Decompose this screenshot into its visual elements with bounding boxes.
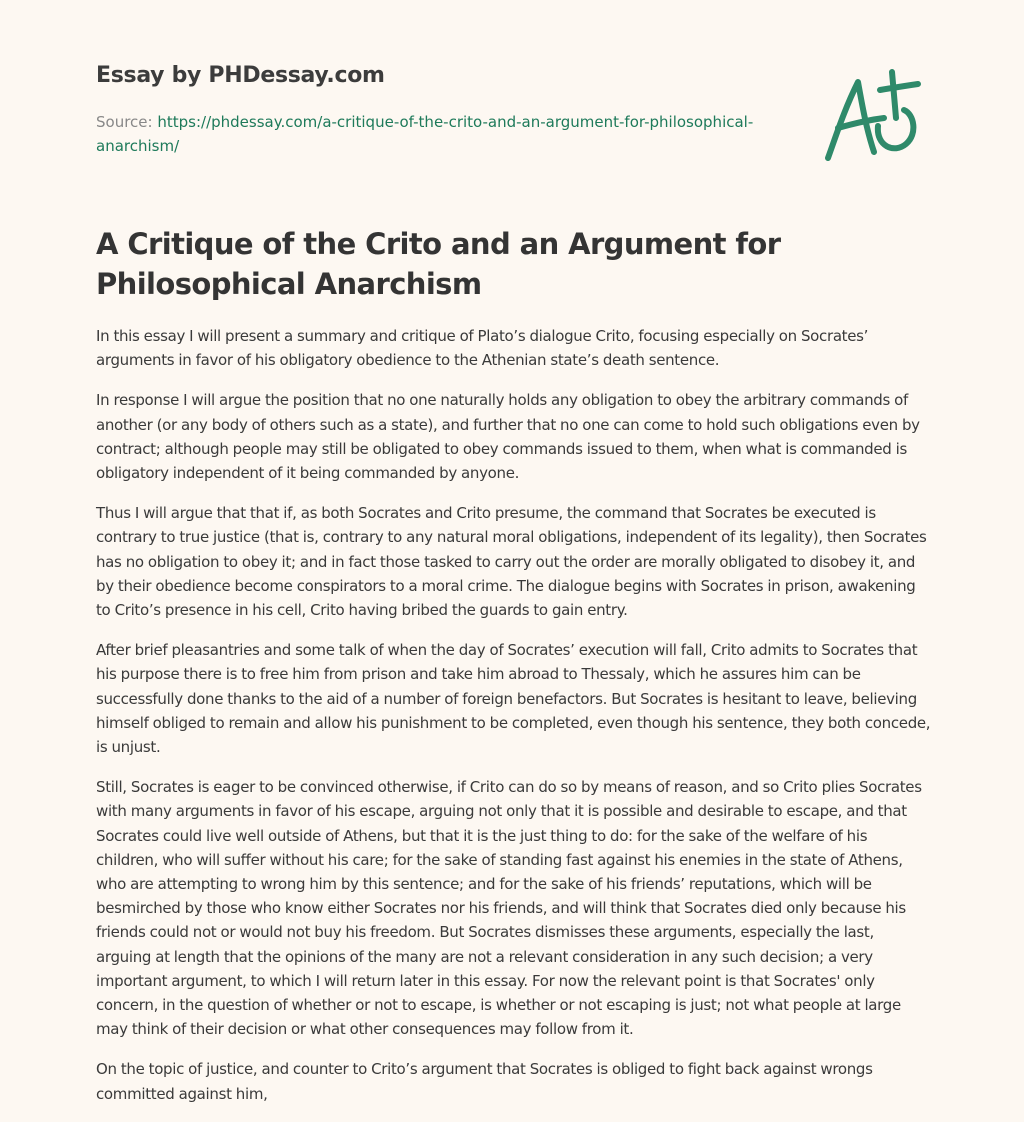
a-plus-grade-icon [822,66,926,166]
essay-paragraph: Thus I will argue that that if, as both Socrates and Crito presume, the command that Socrates be executed is contrary to true justice (that is, contrary to any natural moral obligations, independent of its legality), then Socrates has no obligation to obey it; and in fact those tasked to carry out the order are morally obligated to disobey it, and by their obedience become conspirators to a moral crime. The dialogue begins with Socrates in prison, awakening to Crito’s presence in his cell, Crito having bribed the guards to gain entry. [96,504,927,620]
source-label: Source: [96,113,153,131]
essay-paragraph: After brief pleasantries and some talk of when the day of Socrates’ execution will fall, Crito admits to Socrates that his purpose there is to free him from prison and take him abroad to Thessaly, which he assures him can be successfully done thanks to the aid of a number of foreign benefactors. But Socrates is hesitant to leave, believing himself obliged to remain and allow his punishment to be completed, even though his sentence, they both concede, is unjust. [96,641,931,757]
site-brand: Essay by PHDessay.com [96,63,385,88]
a-plus-logo-svg [822,66,926,166]
essay-paragraph: In response I will argue the position that no one naturally holds any obligation to obey the arbitrary commands of another (or any body of others such as a state), and further that no one can come to hold such obligations even by contract; although people may still be obligated to obey commands issued to them, when what is commanded is obligatory independent of it being commanded by anyone. [96,391,920,483]
essay-paragraph: On the topic of justice, and counter to Crito’s argument that Socrates is obliged to fight back against wrongs committed against him, [96,1060,873,1103]
essay-paragraph: Still, Socrates is eager to be convinced otherwise, if Crito can do so by means of reason, and so Crito plies Socrates with many arguments in favor of his escape, arguing not only that it is possible and desirable to escape, and that Socrates could live well outside of Athens, but that it is the just thing to do: for the sake of the welfare of his children, who will suffer without his care; for the sake of standing fast against his enemies in the state of Athens, who are attempting to wrong him by this sentence; and for the sake of his friends’ reputations, which will be besmirched by those who know either Socrates nor his friends, and will think that Socrates died only because his friends could not or would not buy his freedom. But Socrates dismisses these arguments, especially the last, arguing at length that the opinions of the many are not a relevant consideration in any such decision; a very important argument, to which I will return later in this essay. For now the relevant point is that Socrates' only concern, in the question of whether or not to escape, is whether or not escaping is just; not what people at large may think of their decision or what other consequences may follow from it. [96,778,922,1039]
source-link[interactable]: https://phdessay.com/a-critique-of-the-crito-and-an-argument-for-philosophical-anarchism/ [96,113,754,155]
essay-body [96,324,932,1122]
essay-paragraph: In this essay I will present a summary and critique of Plato’s dialogue Crito, focusing especially on Socrates’ arguments in favor of his obligatory obedience to the Athenian state’s death sentence. [96,327,869,370]
source-line [96,110,776,158]
essay-title: A Critique of the Crito and an Argument for Philosophical Anarchism [96,227,781,301]
